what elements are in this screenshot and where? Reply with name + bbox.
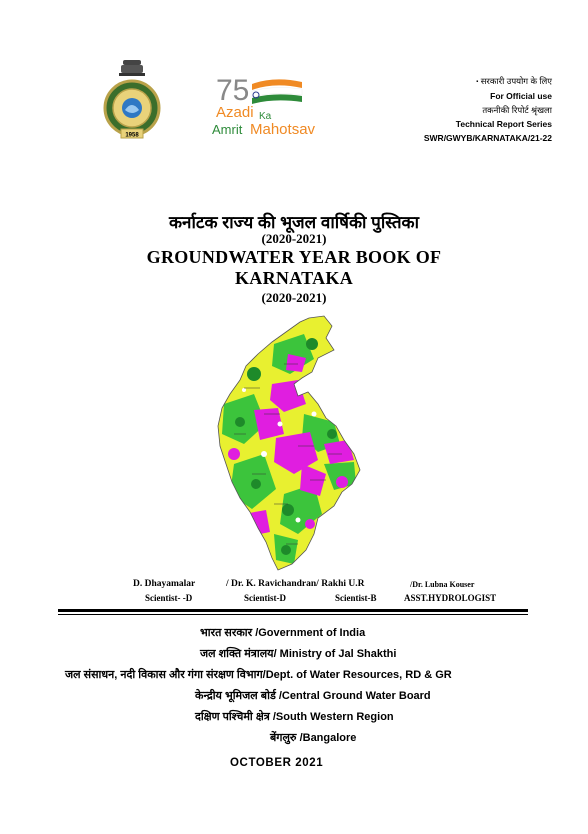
designation-4: ASST.HYDROLOGIST [404,593,497,603]
divider-thin [58,614,528,615]
author-4: /Dr. Lubna Kouser [410,580,475,589]
azadi-number: 75 [216,74,250,107]
author-2-3: / Dr. K. Ravichandran/ Rakhi U.R [226,579,365,589]
official-use-hindi: ▪ सरकारी उपयोग के लिए [476,76,552,86]
org-cgwb: केन्द्रीय भूमिजल बोर्ड /Central Ground Water Board [195,690,431,702]
title-hindi: कर्नाटक राज्य की भूजल वार्षिकी पुस्तिका [169,213,419,232]
technical-series-label: Technical Report Series [455,118,552,129]
mahotsav-word: Mahotsav [250,121,316,138]
cgwb-emblem-logo [101,58,163,142]
title-english-line2: KARNATAKA [234,268,354,288]
designation-1: Scientist- -D [145,593,193,603]
divider-thick [58,609,528,612]
designation-3: Scientist-B [335,593,377,603]
title-year-1: (2020-2021) [261,231,327,246]
lion-capital-icon [119,60,145,76]
bullet-icon: ▪ [476,78,479,85]
azadi-logo [212,74,316,140]
title-english [0,247,588,289]
org-region: दक्षिण पश्चिमी क्षेत्र /South Western Region [195,711,394,723]
publication-date: OCTOBER 2021 [230,757,324,769]
emblem-year: 1958 [125,132,139,139]
org-ministry: जल शक्ति मंत्रालय/ Ministry of Jal Shakthi [200,648,397,660]
report-code: SWR/GWYB/KARNATAKA/21-22 [423,132,552,143]
org-government: भारत सरकार /Government of India [200,627,366,639]
designation-2: Scientist-D [244,593,286,603]
report-series-block [424,74,552,145]
official-use-label: For Official use [490,90,552,101]
title-english-line1: GROUNDWATER YEAR BOOK OF [146,247,442,267]
author-1: D. Dhayamalar [133,579,196,589]
amrit-word: Amrit [212,122,243,137]
karnataka-map [214,314,374,576]
technical-series-hindi: तकनीकी रिपोर्ट श्रृंखला [482,104,552,115]
org-department: जल संसाधन, नदी विकास और गंगा संरक्षण विभाग/Dept. of Water Resources, RD & GR [65,669,452,681]
ka-word: Ka [259,111,272,122]
org-city: बेंगलुरु /Bangalore [270,732,357,744]
azadi-word: Azadi [216,104,254,121]
title-year-2: (2020-2021) [261,290,327,305]
